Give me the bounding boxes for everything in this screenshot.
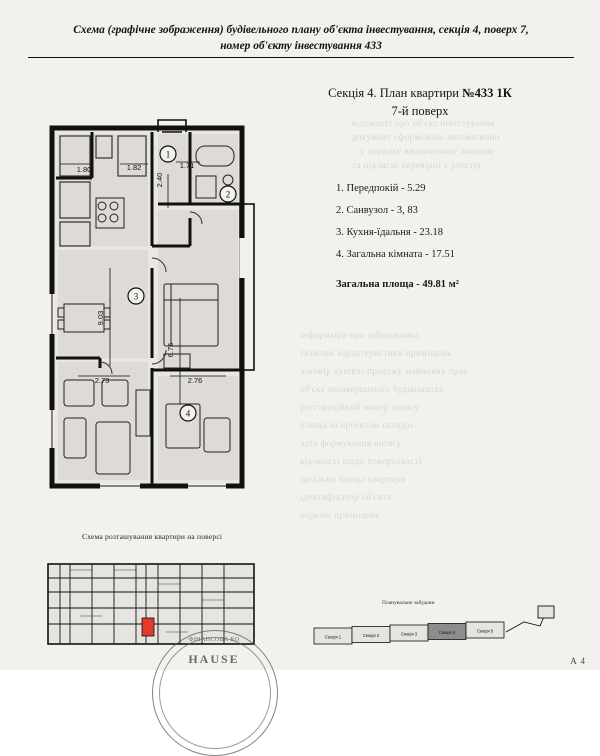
site-section-label: Секція 4 xyxy=(438,630,456,635)
dimension-label: 2.73 xyxy=(94,376,110,385)
site-layout-svg xyxy=(310,604,560,660)
total-area: Загальна площа - 49.81 м² xyxy=(336,279,459,290)
legend-item: 1. Передпокій - 5.29 xyxy=(336,183,426,194)
subtitle-line-1 xyxy=(270,84,570,102)
bleed-text-line: договір купівлі-продажу майнових прав xyxy=(300,366,468,376)
bleed-text-line: перелік приміщень xyxy=(300,510,380,520)
room-marker-number: 3 xyxy=(133,291,139,302)
room-legend xyxy=(336,178,459,296)
subtitle-prefix: Секція 4. План квартири xyxy=(328,86,463,100)
site-section-label: Секція 1 xyxy=(324,634,342,640)
room-marker-number: 1 xyxy=(165,149,171,160)
site-section-label: Секція 5 xyxy=(476,628,494,634)
mini-plan-caption: Схема розташування квартири на поверсі xyxy=(82,532,223,541)
dimension-label: 2.40 xyxy=(155,172,164,188)
bleed-text-line: та підлягає перевірці у реєстрі xyxy=(352,160,482,170)
plan-subtitle xyxy=(270,84,570,120)
bleed-text-line: у порядку визначеному законом xyxy=(360,146,494,156)
site-section-label: Секція 3 xyxy=(400,631,418,637)
dimension-label: 1.71 xyxy=(179,161,195,170)
subtitle-line-2: 7-й поверх xyxy=(391,104,449,118)
legend-item: 2. Санвузол - 3, 83 xyxy=(336,205,418,216)
floor-plan-drawing xyxy=(40,118,270,498)
legend-item: 3. Кухня-їдальня - 23.18 xyxy=(336,227,444,238)
bleed-text-line: дата формування витягу xyxy=(300,438,402,448)
dimension-label: 2.76 xyxy=(187,376,203,385)
floor-location-svg xyxy=(46,556,256,656)
bleed-text-line: об'єкт незавершеного будівництва xyxy=(300,384,444,394)
dimension-label: 1.82 xyxy=(126,163,142,172)
apartment-number: №433 1К xyxy=(462,86,512,100)
bleed-text-line: загальна площа квартири xyxy=(300,474,407,484)
site-layout-plan xyxy=(310,604,560,660)
bleed-text-line: інформація про забудовника xyxy=(300,330,419,340)
room-marker-number: 2 xyxy=(225,189,231,200)
bleed-text-line: реєстраційний номер запису xyxy=(300,402,420,412)
floor-location-plan xyxy=(46,556,256,656)
dimension-label: 6.75 xyxy=(166,342,175,358)
bleed-text-line: площа за проектом складає xyxy=(300,420,415,430)
header-line-2: номер об'єкту інвестування 433 xyxy=(220,40,382,52)
corner-note: A 4 xyxy=(570,656,586,666)
bleed-text-line: технічні характеристики приміщень xyxy=(300,348,452,358)
document-header xyxy=(28,22,574,58)
dimension-label: 9.03 xyxy=(96,310,105,326)
room-marker-number: 4 xyxy=(185,408,191,419)
site-section-label: Секція 2 xyxy=(362,633,380,638)
dimension-label: 1.80 xyxy=(76,165,92,174)
bleed-text-line: ідентифікатор об'єкта xyxy=(300,492,392,502)
legend-item: 4. Загальна кімната - 17.51 xyxy=(336,249,455,260)
floor-plan-svg xyxy=(40,118,270,498)
stamp-main-text: HAUSE xyxy=(188,652,240,666)
bleed-text-line: відомості про об'єкт інвестування xyxy=(352,118,495,128)
bleed-text-line: відомості щодо поверховості xyxy=(300,456,423,466)
bleed-text-line: документ сформовано автоматично xyxy=(352,132,500,142)
header-line-1: Схема (графічне зображення) будівельного плану об'єкта інвестування, секція 4, поверх 7, xyxy=(73,24,529,36)
stamp-top-text: ФІНАНСОВА КО xyxy=(188,636,240,643)
site-plan-caption: Планувальне забудови xyxy=(382,600,435,606)
